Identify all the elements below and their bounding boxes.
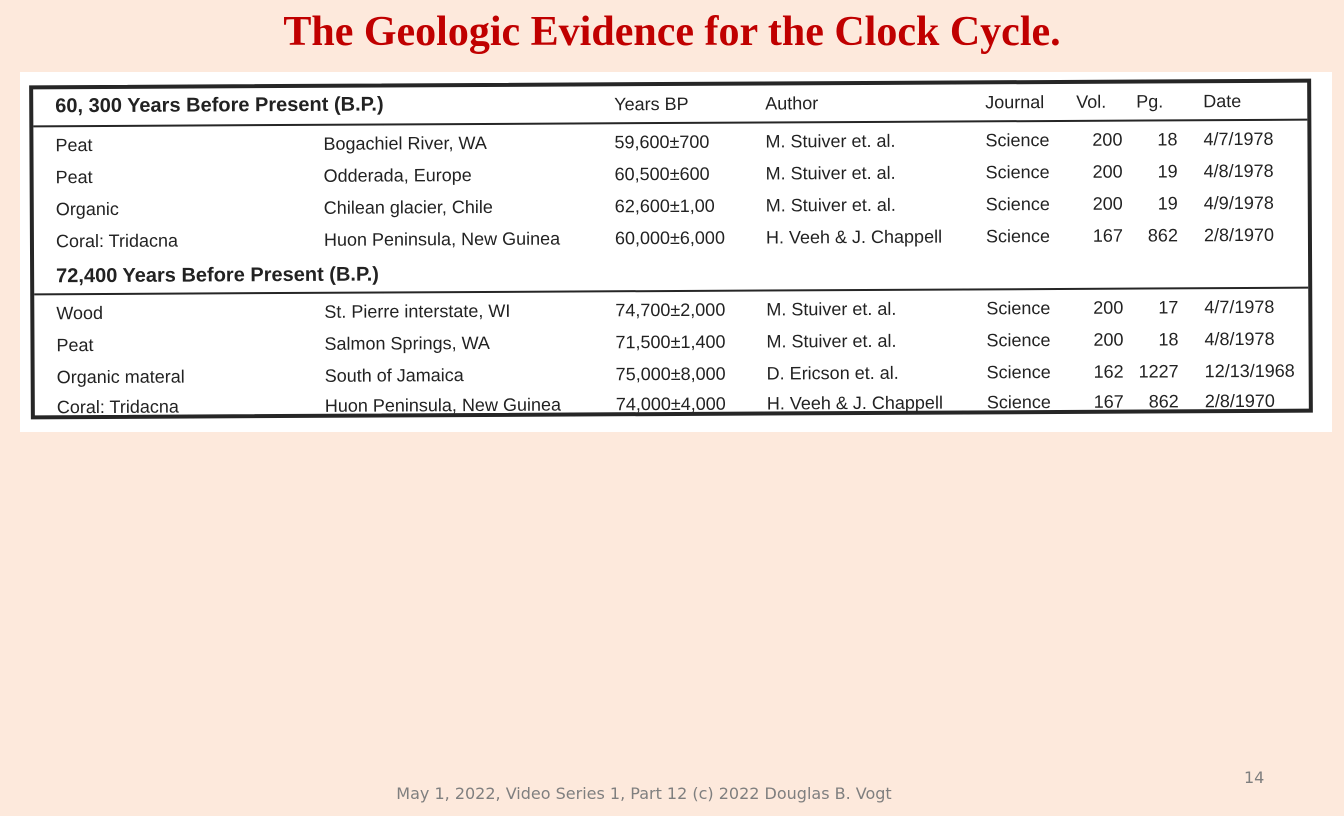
cell-pg: 862: [1148, 391, 1179, 412]
cell-journal: Science: [986, 298, 1051, 319]
cell-author: M. Stuiver et. al.: [765, 130, 896, 152]
cell-material: Peat: [56, 335, 94, 356]
cell-location: Huon Peninsula, New Guinea: [323, 228, 561, 250]
cell-pg: 862: [1147, 225, 1178, 246]
column-header-journal: Journal: [985, 92, 1045, 113]
cell-author: H. Veeh & J. Chappell: [765, 226, 943, 248]
cell-vol: 167: [1093, 391, 1124, 412]
cell-years: 75,000±8,000: [615, 363, 726, 385]
cell-material: Coral: Tridacna: [55, 230, 179, 252]
cell-pg: 1227: [1138, 361, 1179, 382]
cell-journal: Science: [986, 362, 1051, 383]
slide-footer: May 1, 2022, Video Series 1, Part 12 (c) 2022 Douglas B. Vogt: [396, 784, 892, 803]
cell-pg: 18: [1158, 329, 1179, 350]
column-header-years: Years BP: [614, 93, 689, 115]
cell-date: 4/9/1978: [1203, 192, 1274, 214]
cell-author: M. Stuiver et. al.: [766, 330, 897, 352]
column-header-pg: Pg.: [1136, 91, 1164, 112]
cell-pg: 19: [1157, 193, 1178, 214]
cell-pg: 18: [1157, 129, 1178, 150]
cell-years: 62,600±1,00: [614, 195, 715, 217]
cell-vol: 200: [1092, 193, 1123, 214]
cell-location: Bogachiel River, WA: [323, 132, 487, 154]
cell-date: 4/8/1978: [1204, 328, 1275, 350]
cell-date: 2/8/1970: [1204, 390, 1275, 412]
cell-author: D. Ericson et. al.: [766, 362, 899, 384]
table-frame: [29, 79, 1313, 420]
cell-journal: Science: [985, 226, 1051, 247]
scanned-table-image: [20, 72, 1332, 432]
cell-vol: 200: [1092, 129, 1123, 150]
cell-material: Peat: [55, 135, 93, 156]
cell-years: 60,500±600: [614, 163, 710, 185]
section-heading: 60, 300 Years Before Present (B.P.): [55, 93, 384, 118]
cell-journal: Science: [985, 162, 1050, 183]
cell-material: Organic: [55, 198, 119, 220]
cell-journal: Science: [986, 392, 1051, 413]
column-header-vol: Vol.: [1076, 91, 1107, 112]
cell-location: South of Jamaica: [324, 365, 464, 386]
cell-years: 60,000±6,000: [614, 227, 725, 249]
cell-material: Peat: [55, 167, 93, 188]
cell-location: Odderada, Europe: [323, 165, 472, 186]
cell-journal: Science: [985, 130, 1050, 151]
table-row: [35, 385, 1309, 424]
cell-pg: 19: [1157, 161, 1178, 182]
cell-years: 59,600±700: [614, 131, 710, 153]
page-number: 14: [1244, 768, 1265, 787]
cell-journal: Science: [986, 330, 1051, 351]
cell-years: 74,700±2,000: [615, 299, 726, 321]
cell-location: Salmon Springs, WA: [324, 332, 490, 354]
cell-years: 74,000±4,000: [615, 393, 726, 415]
cell-date: 4/7/1978: [1204, 296, 1275, 318]
section-heading: 72,400 Years Before Present (B.P.): [56, 263, 379, 288]
cell-vol: 200: [1093, 297, 1124, 318]
cell-material: Organic materal: [56, 366, 185, 388]
cell-date: 4/8/1978: [1203, 160, 1274, 182]
column-header-author: Author: [765, 93, 819, 114]
cell-author: M. Stuiver et. al.: [765, 194, 896, 216]
cell-date: 4/7/1978: [1203, 128, 1274, 150]
cell-location: Huon Peninsula, New Guinea: [324, 394, 562, 416]
table-row: [34, 219, 1308, 258]
cell-vol: 167: [1092, 225, 1123, 246]
cell-date: 12/13/1968: [1204, 360, 1295, 382]
cell-material: Coral: Tridacna: [56, 396, 179, 418]
cell-author: M. Stuiver et. al.: [765, 162, 896, 184]
cell-years: 71,500±1,400: [615, 331, 726, 353]
section-header-row: [33, 85, 1307, 124]
column-header-date: Date: [1203, 91, 1242, 112]
cell-location: Chilean glacier, Chile: [323, 196, 493, 218]
cell-material: Wood: [56, 302, 104, 324]
cell-author: H. Veeh & J. Chappell: [766, 392, 943, 414]
cell-journal: Science: [985, 194, 1050, 215]
slide-title: The Geologic Evidence for the Clock Cycle.: [283, 9, 1061, 55]
cell-date: 2/8/1970: [1203, 224, 1275, 246]
cell-vol: 200: [1093, 329, 1124, 350]
cell-author: M. Stuiver et. al.: [766, 298, 897, 320]
cell-pg: 17: [1158, 297, 1179, 318]
cell-location: St. Pierre interstate, WI: [324, 300, 511, 322]
cell-vol: 200: [1092, 161, 1123, 182]
cell-vol: 162: [1093, 361, 1124, 382]
